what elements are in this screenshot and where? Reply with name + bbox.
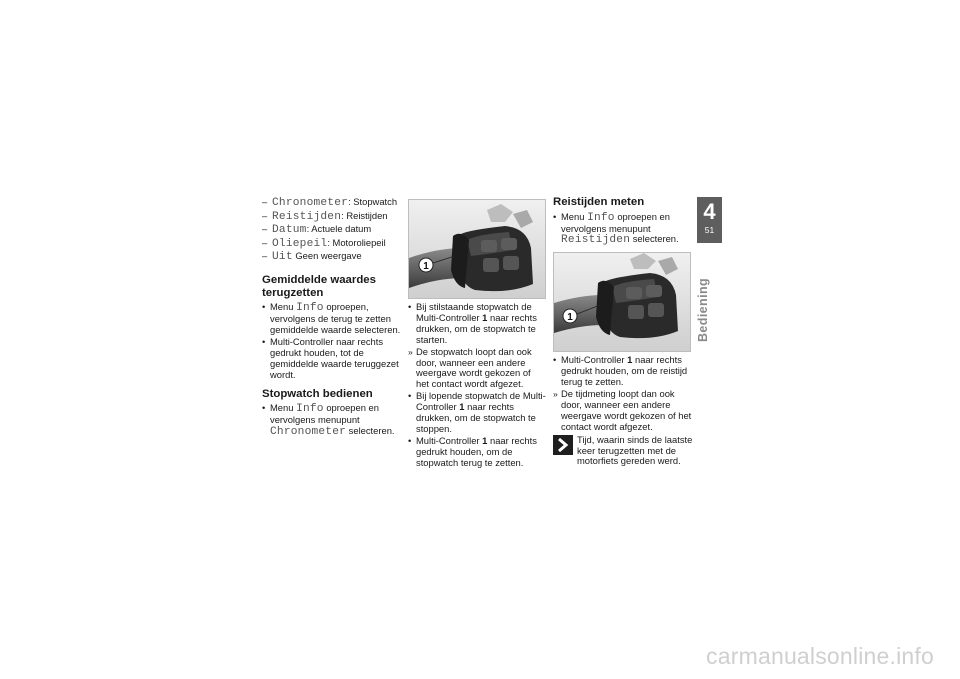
- handlebar-controls-photo: [408, 199, 546, 299]
- list-item: • Menu Info oproepen en vervolgens menupunt Reistijden selecteren.: [553, 212, 693, 247]
- callout-label: 1: [567, 312, 573, 324]
- list-item: • Multi-Controller 1 naar rechts gedrukt houden, om de reistijd terug te zetten.: [553, 355, 693, 388]
- menu-list: [262, 196, 408, 264]
- menu-item: – Datum: Actuele datum: [262, 223, 408, 237]
- list-item: • Menu Info oproepen, vervolgens de terug te zetten gemiddelde waarde selecteren.: [262, 302, 408, 336]
- chapter-tab: [697, 197, 722, 243]
- stopwatch-steps: [262, 403, 408, 438]
- note-chevron-icon: [553, 435, 573, 455]
- callout-label: 1: [423, 261, 429, 272]
- handlebar-controls-photo: [553, 252, 691, 352]
- menu-item: – Reistijden: Reistijden: [262, 210, 408, 224]
- handlebar-illustration: [554, 253, 690, 351]
- handlebar-illustration: [409, 200, 545, 298]
- trip-time-instructions: [553, 355, 693, 432]
- column-2: [408, 199, 546, 470]
- page-number: 51: [704, 225, 715, 235]
- list-item: » De tijdmeting loopt dan ook door, wanneer een andere weergave wordt gekozen of het contact wordt afgezet.: [553, 389, 693, 433]
- chapter-label: Bediening: [696, 277, 710, 342]
- heading-trip-times: Reistijden meten: [553, 196, 645, 208]
- list-item: • Menu Info oproepen en vervolgens menupunt Chronometer selecteren.: [262, 403, 408, 438]
- list-item: • Bij lopende stopwatch de Multi-Controller 1 naar rechts drukken, om de stopwatch te stoppen.: [408, 391, 546, 435]
- list-item: • Multi-Controller naar rechts gedrukt houden, tot de gemiddelde waarde teruggezet wordt.: [262, 337, 408, 381]
- column-3: [553, 196, 693, 467]
- reset-steps: [262, 302, 408, 380]
- list-item: » De stopwatch loopt dan ook door, wanneer een andere weergave wordt gekozen of het contact wordt afgezet.: [408, 347, 546, 391]
- heading-reset-averages: Gemiddelde waardes terugzetten: [262, 273, 376, 299]
- column-1: [262, 196, 408, 439]
- stopwatch-instructions: [408, 302, 546, 469]
- watermark: carmanualsonline.info: [706, 643, 934, 669]
- menu-item: – Chronometer: Stopwatch: [262, 196, 408, 210]
- heading-stopwatch: Stopwatch bedienen: [262, 387, 373, 400]
- menu-item: – Uit Geen weergave: [262, 250, 408, 264]
- menu-item: – Oliepeil: Motoroliepeil: [262, 237, 408, 251]
- list-item: • Bij stilstaande stopwatch de Multi-Controller 1 naar rechts drukken, om de stopwatch te starten.: [408, 302, 546, 346]
- chapter-number: 4: [703, 199, 716, 224]
- list-item: • Multi-Controller 1 naar rechts gedrukt houden, om de stopwatch terug te zetten.: [408, 436, 546, 469]
- trip-time-steps: [553, 212, 693, 247]
- note-text: Tijd, waarin sinds de laatste keer terugzetten met de motorfiets gereden werd.: [577, 433, 693, 467]
- note: [553, 435, 693, 468]
